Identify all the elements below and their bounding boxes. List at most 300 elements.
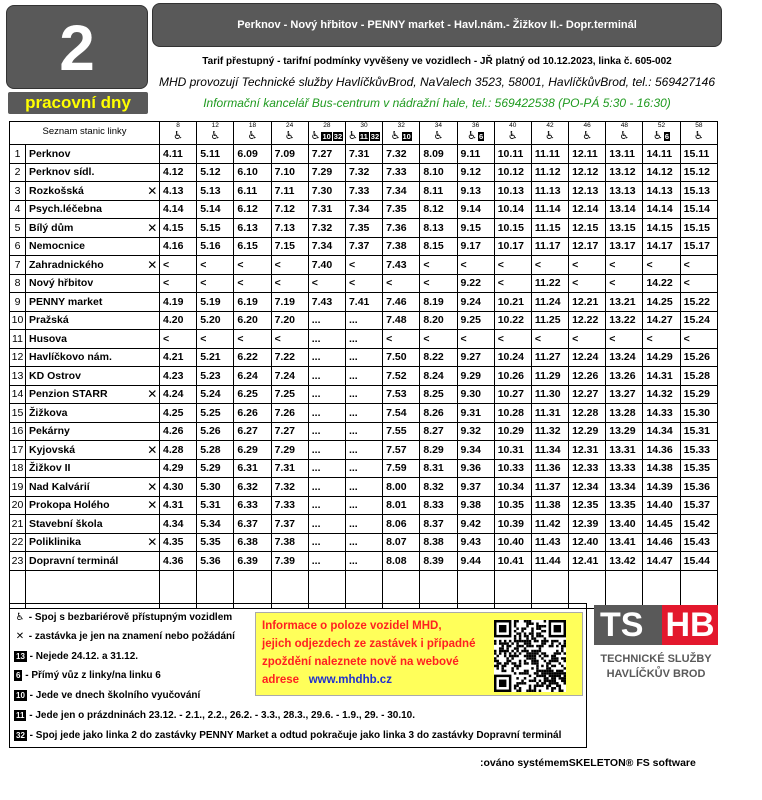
departure-time: 15.37: [680, 496, 717, 515]
stop-index: 22: [10, 533, 26, 552]
departure-time: ...: [308, 348, 345, 367]
departure-time: 9.37: [457, 478, 494, 497]
stop-index: 23: [10, 552, 26, 571]
departure-time: 4.16: [160, 237, 197, 256]
logo-line2: HAVLÍČKŮV BROD: [606, 668, 706, 680]
departure-time: 14.22: [643, 274, 680, 293]
departure-time: ...: [308, 404, 345, 423]
departure-time: <: [494, 256, 531, 275]
timetable: [9, 121, 718, 609]
departure-time: 9.24: [457, 293, 494, 312]
departure-time: 11.25: [531, 311, 568, 330]
departure-time: 6.12: [234, 200, 271, 219]
departure-time: 7.31: [345, 145, 382, 164]
table-row: [10, 404, 718, 423]
trip-header: [234, 122, 271, 145]
departure-time: 9.25: [457, 311, 494, 330]
stop-index: 20: [10, 496, 26, 515]
departure-time: 8.29: [420, 441, 457, 460]
departure-time: 7.25: [271, 385, 308, 404]
departure-time: 5.26: [197, 422, 234, 441]
departure-time: 10.14: [494, 200, 531, 219]
departure-time: ...: [345, 330, 382, 349]
departure-time: 9.34: [457, 441, 494, 460]
request-stop-icon: [146, 163, 160, 182]
departure-time: ...: [308, 533, 345, 552]
departure-time: 7.35: [345, 219, 382, 238]
departure-time: 5.19: [197, 293, 234, 312]
departure-time: 12.21: [569, 293, 606, 312]
stop-index: 3: [10, 182, 26, 201]
table-row: [10, 459, 718, 478]
departure-time: 7.24: [271, 367, 308, 386]
trip-header: [643, 122, 680, 145]
request-stop-icon: [146, 515, 160, 534]
departure-time: 8.33: [420, 496, 457, 515]
departure-time: 14.46: [643, 533, 680, 552]
departure-time: 5.29: [197, 459, 234, 478]
departure-time: 8.09: [420, 145, 457, 164]
wheelchair-icon: ♿: [347, 130, 358, 142]
departure-time: 9.27: [457, 348, 494, 367]
legend-item: [14, 670, 161, 681]
departure-time: 5.35: [197, 533, 234, 552]
departure-time: 13.34: [606, 478, 643, 497]
table-row: [10, 163, 718, 182]
departure-time: ...: [308, 552, 345, 571]
departure-time: 15.31: [680, 422, 717, 441]
departure-time: 5.23: [197, 367, 234, 386]
departure-time: 11.17: [531, 237, 568, 256]
departure-time: 14.25: [643, 293, 680, 312]
table-row: [10, 256, 718, 275]
departure-time: 7.20: [271, 311, 308, 330]
wheelchair-icon: ♿: [693, 130, 704, 142]
departure-time: 4.25: [160, 404, 197, 423]
wheelchair-icon: ♿: [284, 130, 295, 142]
departure-time: <: [234, 256, 271, 275]
departure-time: 14.11: [643, 145, 680, 164]
departure-time: 11.15: [531, 219, 568, 238]
trip-number: 24: [286, 122, 294, 129]
departure-time: 7.11: [271, 182, 308, 201]
info-line: Informace o poloze vozidel MHD,: [262, 620, 442, 632]
departure-time: 10.24: [494, 348, 531, 367]
departure-time: 7.32: [271, 478, 308, 497]
departure-time: 12.12: [569, 163, 606, 182]
departure-time: 8.38: [420, 533, 457, 552]
company-logo: [594, 605, 718, 695]
departure-time: 7.37: [271, 515, 308, 534]
departure-time: 9.29: [457, 367, 494, 386]
departure-time: 10.31: [494, 441, 531, 460]
departure-time: 10.28: [494, 404, 531, 423]
departure-time: 8.32: [420, 478, 457, 497]
stop-name: Zahradnického: [26, 256, 146, 275]
departure-time: 7.26: [271, 404, 308, 423]
table-row: [10, 422, 718, 441]
departure-time: 13.28: [606, 404, 643, 423]
departure-time: 11.30: [531, 385, 568, 404]
departure-time: ...: [345, 385, 382, 404]
departure-time: 13.24: [606, 348, 643, 367]
departure-time: 4.19: [160, 293, 197, 312]
departure-time: 14.32: [643, 385, 680, 404]
departure-time: 13.33: [606, 459, 643, 478]
departure-time: 5.16: [197, 237, 234, 256]
trip-number: 30: [360, 122, 368, 129]
legend-text: - Spoj s bezbariérově přístupným vozidlem: [26, 612, 233, 623]
departure-time: 12.13: [569, 182, 606, 201]
departure-time: 7.34: [345, 200, 382, 219]
trip-header: [383, 122, 420, 145]
table-row: [10, 200, 718, 219]
departure-time: 7.39: [271, 552, 308, 571]
departure-time: ...: [345, 496, 382, 515]
departure-time: 13.27: [606, 385, 643, 404]
departure-time: ...: [308, 385, 345, 404]
departure-time: 8.39: [420, 552, 457, 571]
trip-note-tag: 11: [359, 131, 368, 141]
stop-name: Husova: [26, 330, 146, 349]
request-stop-icon: [146, 348, 160, 367]
departure-time: 7.31: [308, 200, 345, 219]
departure-time: <: [494, 330, 531, 349]
departure-time: 8.11: [420, 182, 457, 201]
departure-time: 11.37: [531, 478, 568, 497]
legend-item: [14, 690, 200, 701]
departure-time: 10.41: [494, 552, 531, 571]
departure-time: 10.35: [494, 496, 531, 515]
departure-time: 8.13: [420, 219, 457, 238]
departure-time: <: [606, 274, 643, 293]
departure-time: <: [457, 330, 494, 349]
departure-time: 9.43: [457, 533, 494, 552]
departure-time: 12.39: [569, 515, 606, 534]
departure-time: 10.26: [494, 367, 531, 386]
departure-time: 10.21: [494, 293, 531, 312]
departure-time: 12.35: [569, 496, 606, 515]
departure-time: 9.22: [457, 274, 494, 293]
departure-time: <: [271, 330, 308, 349]
departure-time: 12.40: [569, 533, 606, 552]
departure-time: 7.38: [383, 237, 420, 256]
trip-note-tag: 6: [478, 131, 484, 141]
table-row: [10, 385, 718, 404]
departure-time: 15.11: [680, 145, 717, 164]
wheelchair-icon: ♿: [467, 130, 477, 142]
departure-time: 13.35: [606, 496, 643, 515]
departure-time: 5.34: [197, 515, 234, 534]
departure-time: <: [197, 256, 234, 275]
departure-time: 7.55: [383, 422, 420, 441]
departure-time: ...: [345, 348, 382, 367]
departure-time: 8.08: [383, 552, 420, 571]
request-stop-icon: [146, 311, 160, 330]
stop-index: 5: [10, 219, 26, 238]
departure-time: 7.41: [345, 293, 382, 312]
departure-time: 6.26: [234, 404, 271, 423]
departure-time: ...: [345, 367, 382, 386]
departure-time: 8.00: [383, 478, 420, 497]
departure-time: 13.42: [606, 552, 643, 571]
departure-time: 7.27: [308, 145, 345, 164]
departure-time: 13.17: [606, 237, 643, 256]
departure-time: 15.15: [680, 219, 717, 238]
route-title: Perknov - Nový hřbitov - PENNY market - Havl.nám.- Žižkov II.- Dopr.terminál: [152, 3, 722, 47]
request-stop-icon: [146, 274, 160, 293]
trip-header: [606, 122, 643, 145]
departure-time: 8.12: [420, 200, 457, 219]
departure-time: ...: [308, 515, 345, 534]
departure-time: 15.22: [680, 293, 717, 312]
departure-time: <: [160, 274, 197, 293]
table-row: [10, 552, 718, 571]
departure-time: 4.35: [160, 533, 197, 552]
departure-time: 8.06: [383, 515, 420, 534]
departure-time: 7.33: [271, 496, 308, 515]
trip-header: [197, 122, 234, 145]
stop-index: 11: [10, 330, 26, 349]
request-stop-icon: ✕: [146, 533, 160, 552]
stop-name: Perknov sídl.: [26, 163, 146, 182]
departure-time: 7.43: [308, 293, 345, 312]
departure-time: 7.22: [271, 348, 308, 367]
departure-time: ...: [308, 367, 345, 386]
departure-time: 7.38: [271, 533, 308, 552]
request-stop-icon: [146, 200, 160, 219]
departure-time: <: [606, 330, 643, 349]
departure-time: 11.38: [531, 496, 568, 515]
departure-time: 12.22: [569, 311, 606, 330]
departure-time: 15.13: [680, 182, 717, 201]
stop-index: 12: [10, 348, 26, 367]
departure-time: 13.40: [606, 515, 643, 534]
legend-text: - zastávka je jen na znamení nebo požádání: [26, 631, 235, 642]
departure-time: 10.40: [494, 533, 531, 552]
stop-name: Žižkova: [26, 404, 146, 423]
legend-item: [14, 730, 561, 741]
line-number: 2: [6, 5, 148, 89]
departure-time: 13.15: [606, 219, 643, 238]
departure-time: 6.37: [234, 515, 271, 534]
departure-time: 9.38: [457, 496, 494, 515]
stop-index: 8: [10, 274, 26, 293]
departure-time: 15.28: [680, 367, 717, 386]
trip-number: 40: [509, 122, 517, 129]
departure-time: 9.11: [457, 145, 494, 164]
departure-time: 8.24: [420, 367, 457, 386]
departure-time: 13.13: [606, 182, 643, 201]
departure-time: <: [197, 330, 234, 349]
departure-time: 10.15: [494, 219, 531, 238]
stop-index: 2: [10, 163, 26, 182]
departure-time: 7.09: [271, 145, 308, 164]
table-row: [10, 533, 718, 552]
request-stop-icon: [146, 459, 160, 478]
departure-time: 6.31: [234, 459, 271, 478]
stop-list-header: Seznam stanic linky: [10, 122, 160, 145]
departure-time: 11.12: [531, 163, 568, 182]
departure-time: 7.57: [383, 441, 420, 460]
departure-time: 5.12: [197, 163, 234, 182]
departure-time: 7.37: [345, 237, 382, 256]
departure-time: 12.11: [569, 145, 606, 164]
departure-time: 5.31: [197, 496, 234, 515]
departure-time: 13.22: [606, 311, 643, 330]
departure-time: <: [234, 330, 271, 349]
trip-note-tag: 10: [402, 131, 411, 141]
departure-time: <: [234, 274, 271, 293]
departure-time: 12.34: [569, 478, 606, 497]
wheelchair-icon: ♿: [545, 130, 555, 142]
departure-time: 11.11: [531, 145, 568, 164]
departure-time: 13.12: [606, 163, 643, 182]
request-stop-icon: [146, 145, 160, 164]
stop-index: 14: [10, 385, 26, 404]
request-stop-icon: [146, 330, 160, 349]
info-line: adrese: [262, 674, 300, 686]
note-code: 13: [16, 652, 25, 661]
departure-time: <: [680, 330, 717, 349]
departure-time: <: [680, 256, 717, 275]
table-row: [10, 367, 718, 386]
departure-time: 8.15: [420, 237, 457, 256]
departure-time: 12.29: [569, 422, 606, 441]
departure-time: 8.19: [420, 293, 457, 312]
trip-number: 28: [323, 122, 331, 129]
departure-time: 11.36: [531, 459, 568, 478]
trip-header: [531, 122, 568, 145]
departure-time: 12.17: [569, 237, 606, 256]
departure-time: <: [680, 274, 717, 293]
departure-time: 15.17: [680, 237, 717, 256]
request-stop-icon: [146, 293, 160, 312]
departure-time: 6.09: [234, 145, 271, 164]
departure-time: <: [420, 256, 457, 275]
stop-name: Havlíčkovo nám.: [26, 348, 146, 367]
departure-time: <: [643, 256, 680, 275]
departure-time: 7.12: [271, 200, 308, 219]
legend-item: [14, 651, 138, 662]
stop-name: KD Ostrov: [26, 367, 146, 386]
departure-time: 4.20: [160, 311, 197, 330]
departure-time: <: [160, 330, 197, 349]
note-code: 6: [16, 671, 21, 680]
departure-time: 15.29: [680, 385, 717, 404]
departure-time: 4.14: [160, 200, 197, 219]
departure-time: 12.41: [569, 552, 606, 571]
departure-time: 11.43: [531, 533, 568, 552]
office-info: Informační kancelář Bus-centrum v nádražní hale, tel.: 569422538 (PO-PÁ 5:30 - 16:30): [203, 96, 671, 110]
wheelchair-icon: ♿: [247, 130, 258, 142]
departure-time: 15.44: [680, 552, 717, 571]
departure-time: 7.59: [383, 459, 420, 478]
departure-time: 6.39: [234, 552, 271, 571]
departure-time: 12.31: [569, 441, 606, 460]
departure-time: ...: [345, 459, 382, 478]
trip-number: 58: [695, 122, 703, 129]
departure-time: 10.33: [494, 459, 531, 478]
departure-time: 10.12: [494, 163, 531, 182]
departure-time: ...: [345, 515, 382, 534]
departure-time: 9.17: [457, 237, 494, 256]
departure-time: <: [457, 256, 494, 275]
wheelchair-icon: ♿: [653, 130, 663, 142]
departure-time: <: [569, 274, 606, 293]
info-line: jejich odjezdech ze zastávek i případné: [262, 638, 476, 650]
departure-time: 12.28: [569, 404, 606, 423]
departure-time: ...: [308, 311, 345, 330]
trip-number: 42: [546, 122, 554, 129]
departure-time: 7.33: [345, 182, 382, 201]
departure-time: 4.21: [160, 348, 197, 367]
request-stop-icon: [146, 552, 160, 571]
departure-time: 15.42: [680, 515, 717, 534]
departure-time: 6.10: [234, 163, 271, 182]
departure-time: 6.38: [234, 533, 271, 552]
departure-time: 7.53: [383, 385, 420, 404]
request-stop-icon: ✕: [146, 256, 160, 275]
departure-time: 15.24: [680, 311, 717, 330]
departure-time: 4.30: [160, 478, 197, 497]
departure-time: 14.45: [643, 515, 680, 534]
departure-time: 11.29: [531, 367, 568, 386]
qr-code-icon[interactable]: [494, 620, 566, 692]
footer-credit: :ováno systémemSKELETON® FS software: [480, 757, 696, 769]
departure-time: 8.07: [383, 533, 420, 552]
departure-time: <: [494, 274, 531, 293]
departure-time: 6.25: [234, 385, 271, 404]
departure-time: 7.46: [383, 293, 420, 312]
departure-time: 6.22: [234, 348, 271, 367]
table-row: [10, 441, 718, 460]
departure-time: 9.15: [457, 219, 494, 238]
trip-header: [569, 122, 606, 145]
note-code: 32: [16, 731, 25, 740]
departure-time: 4.11: [160, 145, 197, 164]
stop-name: Pražská: [26, 311, 146, 330]
departure-time: 5.25: [197, 404, 234, 423]
website-link[interactable]: www.mhdhb.cz: [308, 674, 392, 686]
trip-header: [308, 122, 345, 145]
table-row: [10, 478, 718, 497]
departure-time: ...: [345, 422, 382, 441]
departure-time: 8.37: [420, 515, 457, 534]
departure-time: 7.15: [271, 237, 308, 256]
trip-number: 52: [657, 122, 666, 129]
table-row: [10, 237, 718, 256]
departure-time: <: [531, 330, 568, 349]
departure-time: 7.34: [308, 237, 345, 256]
departure-time: 7.43: [383, 256, 420, 275]
departure-time: 14.12: [643, 163, 680, 182]
stop-name: Bílý dům: [26, 219, 146, 238]
departure-time: 15.36: [680, 478, 717, 497]
wheelchair-icon: ♿: [619, 130, 630, 142]
departure-time: ...: [345, 441, 382, 460]
stop-name: Nový hřbitov: [26, 274, 146, 293]
logo-line1: TECHNICKÉ SLUŽBY: [600, 653, 712, 665]
departure-time: <: [197, 274, 234, 293]
wheelchair-icon: ♿: [390, 130, 401, 142]
departure-time: 5.15: [197, 219, 234, 238]
legend-text: - Nejede 24.12. a 31.12.: [26, 651, 139, 662]
stop-index: 15: [10, 404, 26, 423]
departure-time: 12.27: [569, 385, 606, 404]
departure-time: 4.36: [160, 552, 197, 571]
departure-time: 4.13: [160, 182, 197, 201]
